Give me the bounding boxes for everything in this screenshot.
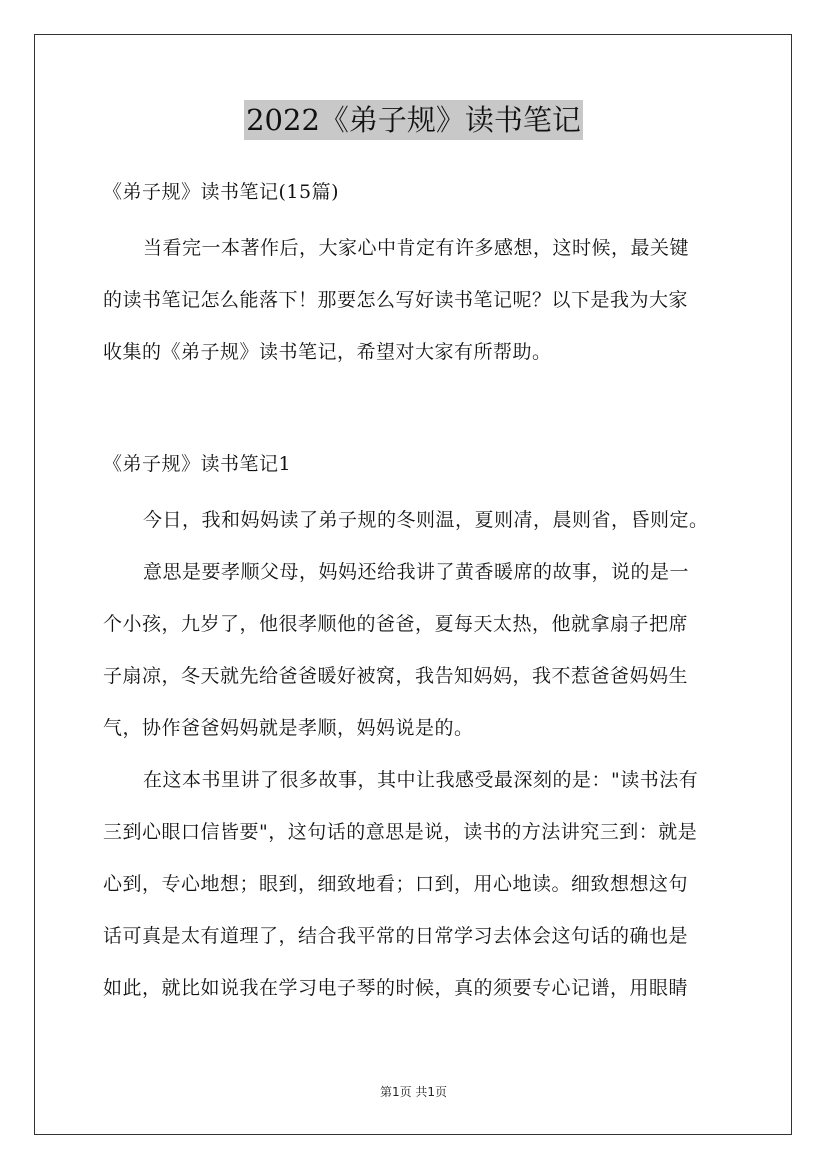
document-title: 2022《弟子规》读书笔记	[244, 100, 583, 140]
body-line: 在这本书里讲了很多故事，其中让我感受最深刻的是："读书法有	[143, 769, 699, 791]
intro-line: 的读书笔记怎么能落下！那要怎么写好读书笔记呢？以下是我为大家	[103, 289, 689, 311]
intro-paragraph	[103, 222, 727, 378]
body-line: 子扇凉，冬天就先给爸爸暖好被窝，我告知妈妈，我不惹爸爸妈妈生	[103, 665, 689, 687]
body-line: 气，协作爸爸妈妈就是孝顺，妈妈说是的。	[103, 717, 474, 739]
title-container	[0, 100, 827, 140]
body-line: 话可真是太有道理了，结合我平常的日常学习去体会这句话的确也是	[103, 925, 689, 947]
section-heading: 《弟子规》读书笔记1	[103, 453, 292, 475]
body-line: 个小孩，九岁了，他很孝顺他的爸爸，夏每天太热，他就拿扇子把席	[103, 613, 689, 635]
section-heading-block	[103, 438, 727, 490]
subtitle: 《弟子规》读书笔记(15篇)	[103, 181, 340, 203]
body-line: 意思是要孝顺父母，妈妈还给我讲了黄香暖席的故事，说的是一	[143, 561, 690, 583]
page-footer: 第1页 共1页	[379, 1085, 448, 1099]
subtitle-block	[103, 166, 727, 218]
body-text	[103, 494, 727, 1014]
body-line: 心到，专心地想；眼到，细致地看；口到，用心地读。细致想想这句	[103, 873, 689, 895]
body-line: 如此，就比如说我在学习电子琴的时候，真的须要专心记谱，用眼睛	[103, 977, 689, 999]
body-line: 今日，我和妈妈读了弟子规的冬则温，夏则凊，晨则省，昏则定。	[143, 509, 709, 531]
intro-line: 当看完一本著作后，大家心中肯定有许多感想，这时候，最关键	[143, 237, 690, 259]
body-line: 三到心眼口信皆要"，这句话的意思是说，读书的方法讲究三到：就是	[103, 821, 698, 843]
intro-line: 收集的《弟子规》读书笔记，希望对大家有所帮助。	[103, 341, 552, 363]
